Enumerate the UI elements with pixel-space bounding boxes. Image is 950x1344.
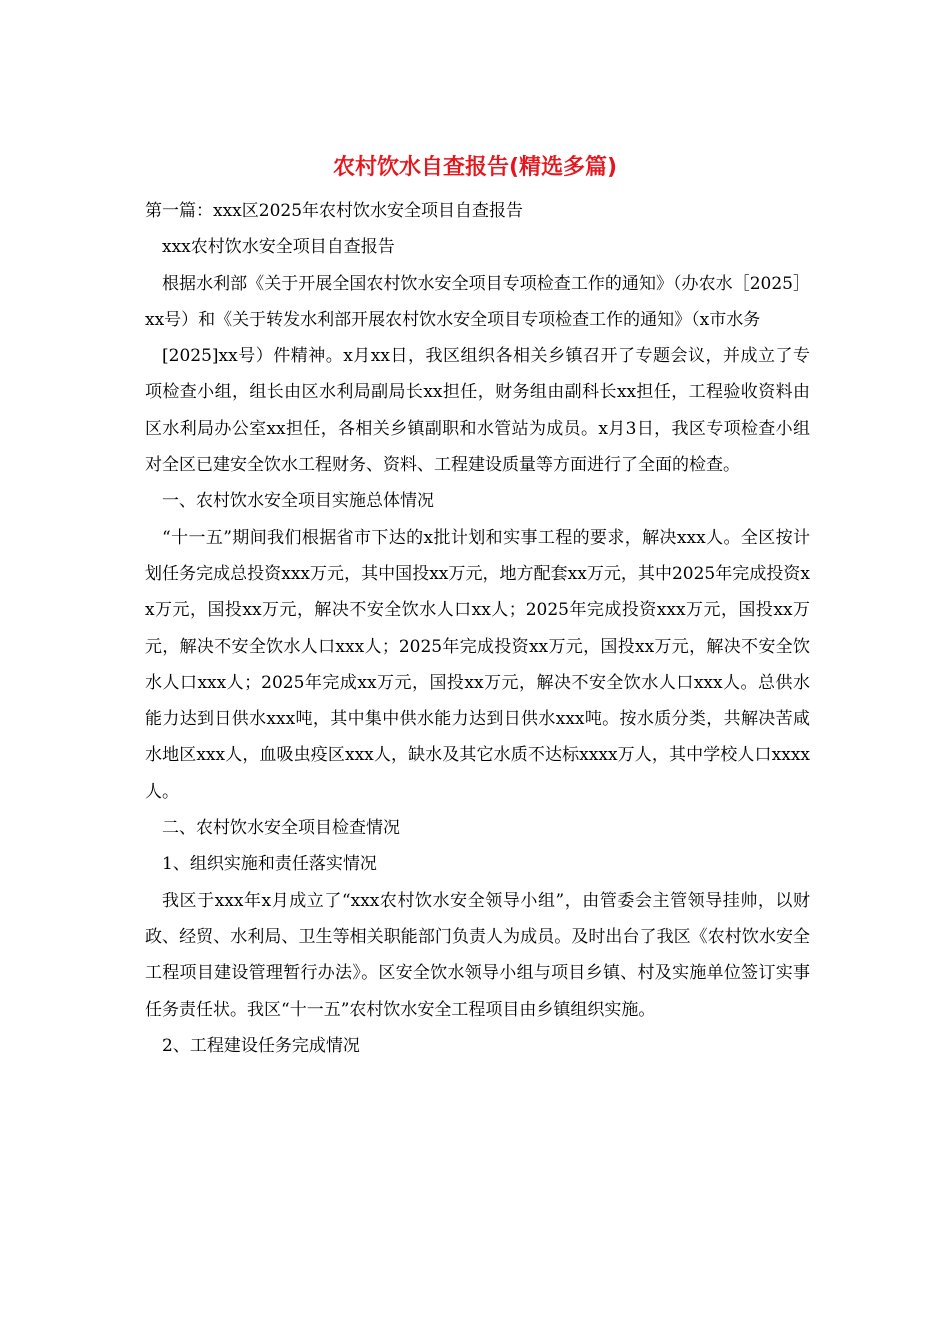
section-heading: 二、农村饮水安全项目检查情况: [162, 818, 400, 839]
paragraph: 我区于xxx年x月成立了“xxx农村饮水安全领导小组”，由管委会主管领导挂帅，以财政、经贸、水利局、卫生等相关职能部门负责人为成员。及时出台了我区《农村饮水安全工程项目建设管理暂行办法》。区安全饮水领导小组与项目乡镇、村及实施单位签订实事任务责任状。我区“十一五”农村饮水安全工程项目由乡镇组织实施。: [145, 890, 810, 1020]
paragraph: 根据水利部《关于开展全国农村饮水安全项目专项检查工作的通知》（办农水［2025］xx号）和《关于转发水利部开展农村饮水安全项目专项检查工作的通知》（x市水务: [145, 273, 810, 330]
document-title: 农村饮水自查报告(精选多篇): [332, 155, 618, 180]
report-subtitle: xxx农村饮水安全项目自查报告: [162, 237, 395, 258]
section-heading: 第一篇：xxx区2025年农村饮水安全项目自查报告: [145, 201, 524, 221]
section-heading: 一、农村饮水安全项目实施总体情况: [162, 491, 434, 512]
document-body: [145, 193, 810, 1064]
subsection-heading: 2、工程建设任务完成情况: [162, 1035, 360, 1056]
subsection-heading: 1、组织实施和责任落实情况: [162, 854, 377, 875]
paragraph: [2025]xx号）件精神。x月xx日，我区组织各相关乡镇召开了专题会议，并成立了专项检查小组，组长由区水利局副局长xx担任，财务组由副科长xx担任，工程验收资料由区水利局办公室xx担任，各相关乡镇副职和水管站为成员。x月3日，我区专项检查小组对全区已建安全饮水工程财务、资料、工程建设质量等方面进行了全面的检查。: [145, 346, 810, 476]
paragraph: “十一五”期间我们根据省市下达的x批计划和实事工程的要求，解决xxx人。全区按计划任务完成总投资xxx万元，其中国投xx万元，地方配套xx万元，其中2025年完成投资xx万元，国投xx万元，解决不安全饮水人口xx人；2025年完成投资xxx万元，国投xx万元，解决不安全饮水人口xxx人；2025年完成投资xx万元，国投xx万元，解决不安全饮水人口xxx人；2025年完成xx万元，国投xx万元，解决不安全饮水人口xxx人。总供水能力达到日供水xxx吨，其中集中供水能力达到日供水xxx吨。按水质分类，共解决苦咸水地区xxx人，血吸虫疫区xxx人，缺水及其它水质不达标xxxx万人，其中学校人口xxxx人。: [145, 527, 810, 802]
